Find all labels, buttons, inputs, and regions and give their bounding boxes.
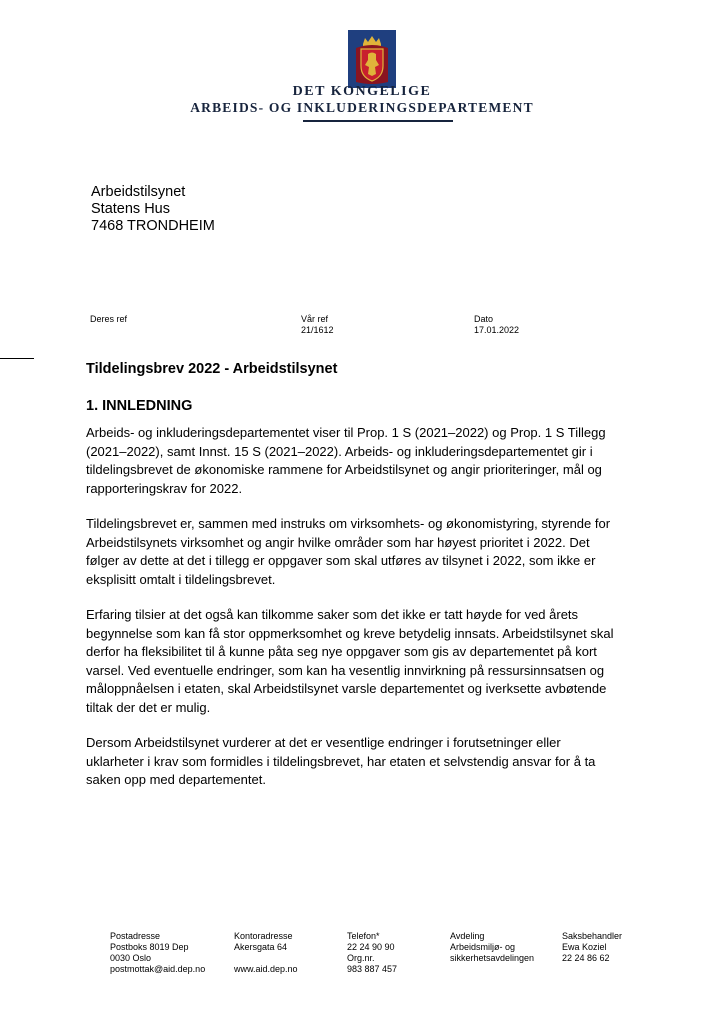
recipient-line: 7468 TRONDHEIM xyxy=(91,218,215,234)
paragraph-line: tildelingsbrevet de økonomiske rammene for Arbeidstilsynet og angir prioriteringer, mål og xyxy=(86,462,602,477)
footer-phone xyxy=(347,931,397,975)
footer-value: 22 24 90 90 xyxy=(347,942,395,952)
footer-department xyxy=(450,931,534,975)
paragraph-1 xyxy=(86,424,646,498)
paragraph-line: (2021–2022), samt Innst. 15 S (2021–2022). Arbeids- og inkluderingsdepartementet gir i xyxy=(86,443,593,459)
paragraph-line: varsel. Ved eventuelle endringer, som kan ha vesentlig innvirkning på ressursinnsatsen og xyxy=(86,662,605,678)
var-ref-value: 21/1612 xyxy=(301,325,334,335)
var-ref-label: Vår ref xyxy=(301,314,329,324)
masthead-rule xyxy=(303,120,453,122)
paragraph-line: saken opp med departementet. xyxy=(86,772,266,787)
footer-value: Postboks 8019 Dep xyxy=(110,942,189,952)
paragraph-line: derfor ha fleksibilitet til å kunne påta seg nye oppgaver som gis av departementet på kort xyxy=(86,644,597,659)
footer-label: Org.nr. xyxy=(347,953,375,963)
masthead-line-2: ARBEIDS- OG INKLUDERINGSDEPARTEMENT xyxy=(190,100,534,115)
footer-label: Saksbehandler xyxy=(562,931,623,941)
recipient-address xyxy=(91,184,215,235)
paragraph-line: følger av dette at det i tillegg er oppgaver som skal utføres av tilsynet i 2022, som ikke er xyxy=(86,553,596,568)
footer-email: postmottak@aid.dep.no xyxy=(110,964,206,974)
var-ref xyxy=(301,314,334,336)
footer-value: 22 24 86 62 xyxy=(562,953,610,963)
footer-value: sikkerhetsavdelingen xyxy=(450,953,535,963)
footer-value: Ewa Koziel xyxy=(562,942,607,952)
paragraph-line: begynnelse som kan få stor oppmerksomhet og kreve betydelig innsats. Arbeidstilsynet skal xyxy=(86,625,614,641)
footer-value: Akersgata 64 xyxy=(234,942,288,952)
paragraph-line: Tildelingsbrevet er, sammen med instruks om virksomhets- og økonomistyring, styrende for xyxy=(86,516,611,531)
footer-value: Arbeidsmiljø- og xyxy=(450,942,516,952)
paragraph-4 xyxy=(86,734,646,790)
paragraph-3 xyxy=(86,606,646,717)
document-title: Tildelingsbrev 2022 - Arbeidstilsynet xyxy=(86,361,338,377)
footer-value xyxy=(234,953,298,964)
deres-ref xyxy=(90,314,127,325)
paragraph-line: Arbeidstilsynets virksomhet og angir hvilke områder som har høyest prioritet i 2022. Det xyxy=(86,534,590,550)
recipient-line: Statens Hus xyxy=(91,201,170,217)
paragraph-line: tiltak der det er mulig. xyxy=(86,699,211,715)
footer-office-address xyxy=(234,931,298,975)
paragraph-line: Arbeids- og inkluderingsdepartementet viser til Prop. 1 S (2021–2022) og Prop. 1 S Tillegg xyxy=(86,425,606,440)
footer-postal-address xyxy=(110,931,205,975)
paragraph-line: eksplisitt omtalt i tildelingsbrevet. xyxy=(86,571,276,587)
recipient-line: Arbeidstilsynet xyxy=(91,184,186,200)
footer-label: Telefon* xyxy=(347,931,380,941)
footer-value: 0030 Oslo xyxy=(110,953,152,963)
date-value: 17.01.2022 xyxy=(474,325,520,335)
date-label: Dato xyxy=(474,314,494,324)
deres-ref-label: Deres ref xyxy=(90,314,128,324)
footer-value: 983 887 457 xyxy=(347,964,398,974)
footer-label: Kontoradresse xyxy=(234,931,293,941)
paragraph-2 xyxy=(86,515,646,589)
section-heading: 1. INNLEDNING xyxy=(86,398,193,414)
masthead-line-1: DET KONGELIGE xyxy=(292,84,432,99)
footer-case-handler xyxy=(562,931,622,975)
date-ref xyxy=(474,314,519,336)
paragraph-line: Dersom Arbeidstilsynet vurderer at det er vesentlige endringer i forutsetninger eller xyxy=(86,735,561,750)
footer-value xyxy=(562,964,622,975)
paragraph-line: måloppnåelsen i etaten, skal Arbeidstilsynet varsle departementet og iverksette avbøtende xyxy=(86,681,607,696)
footer-website: www.aid.dep.no xyxy=(234,964,298,974)
paragraph-line: uklarheter i krav som formidles i tildelingsbrevet, har etaten et selvstendig ansvar for å ta xyxy=(86,753,596,769)
fold-mark xyxy=(0,358,34,359)
footer-value xyxy=(450,964,534,975)
paragraph-line: Erfaring tilsier at det også kan tilkomme saker som det ikke er tatt høyde for ved årets xyxy=(86,607,579,622)
coat-of-arms-logo xyxy=(348,30,396,88)
footer-label: Postadresse xyxy=(110,931,161,941)
paragraph-line: rapporteringskrav for 2022. xyxy=(86,480,243,496)
footer-label: Avdeling xyxy=(450,931,485,941)
